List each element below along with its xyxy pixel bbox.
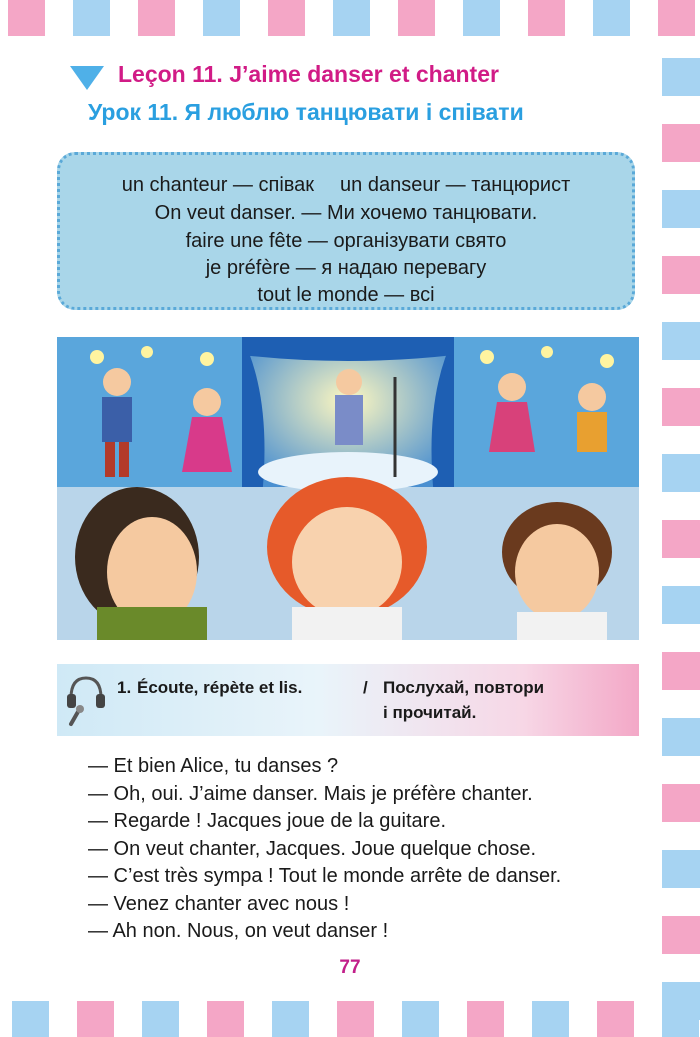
border-square — [662, 850, 700, 888]
border-square — [272, 1001, 309, 1037]
border-square — [138, 0, 175, 36]
vocab-je-prefere: je préfère — я надаю перевагу — [205, 257, 487, 279]
dancing-children-illustration — [57, 337, 639, 640]
border-square — [662, 190, 700, 228]
border-square — [662, 388, 700, 426]
border-square — [662, 124, 700, 162]
vocab-tout-le-monde: tout le monde — всі — [257, 284, 435, 306]
border-square — [662, 454, 700, 492]
dialogue-line: — C’est très sympa ! Tout le monde arrête de danser. — [88, 865, 562, 887]
border-square — [528, 0, 565, 36]
exercise-instruction-ukrainian-2: і прочитай. — [383, 703, 477, 722]
border-square — [658, 0, 695, 36]
border-square — [662, 784, 700, 822]
border-square — [73, 0, 110, 36]
border-square — [662, 916, 700, 954]
border-square — [662, 58, 700, 96]
border-square — [333, 0, 370, 36]
border-square — [662, 322, 700, 360]
border-square — [207, 1001, 244, 1037]
border-square — [203, 0, 240, 36]
exercise-number: 1. — [117, 678, 132, 697]
vocabulary-line — [60, 174, 632, 197]
dialogue-line: — Regarde ! Jacques joue de la guitare. — [88, 810, 446, 832]
lesson-title-french: Leçon 11. J’aime danser et chanter — [118, 61, 499, 87]
vocab-faire-une-fete: faire une fête — організувати свято — [185, 230, 507, 252]
dialogue-line: — Ah non. Nous, on veut danser ! — [88, 920, 389, 942]
border-square — [662, 1001, 699, 1037]
exercise-instruction-ukrainian-1: Послухай, повтори — [383, 678, 545, 697]
border-square — [268, 0, 305, 36]
border-square — [597, 1001, 634, 1037]
vocab-on-veut-danser: On veut danser. — Ми хочемо танцювати. — [154, 202, 538, 224]
vocab-chanteur: un chanteur — співак — [121, 174, 315, 196]
border-square — [662, 718, 700, 756]
vocabulary-box — [57, 152, 635, 310]
lesson-title-ukrainian: Урок 11. Я люблю танцювати і співати — [88, 99, 524, 125]
bottom-border-stripe — [0, 997, 700, 1037]
border-square — [662, 520, 700, 558]
dialogue — [88, 753, 658, 946]
page-number: 77 — [339, 957, 361, 978]
border-square — [8, 0, 45, 36]
dialogue-line: — Et bien Alice, tu danses ? — [88, 755, 339, 777]
border-square — [662, 652, 700, 690]
border-square — [662, 586, 700, 624]
dialogue-line: — Oh, oui. J’aime danser. Mais je préfère chanter. — [88, 782, 533, 805]
exercise-header — [57, 664, 639, 736]
border-square — [593, 0, 630, 36]
border-square — [467, 1001, 504, 1037]
top-border-stripe — [0, 0, 700, 40]
right-border-stripe — [660, 40, 700, 997]
headphones-microphone-icon — [65, 672, 107, 728]
exercise-instruction-french: Écoute, répète et lis. — [137, 678, 303, 697]
border-square — [337, 1001, 374, 1037]
border-square — [662, 256, 700, 294]
border-square — [142, 1001, 179, 1037]
vocab-danseur: un danseur — танцюрист — [340, 174, 571, 196]
exercise-separator: / — [363, 678, 368, 697]
border-square — [402, 1001, 439, 1037]
dialogue-line: — On veut chanter, Jacques. Joue quelque chose. — [88, 837, 537, 860]
border-square — [12, 1001, 49, 1037]
border-square — [77, 1001, 114, 1037]
dialogue-line: — Venez chanter avec nous ! — [88, 892, 350, 915]
border-square — [398, 0, 435, 36]
border-square — [532, 1001, 569, 1037]
border-square — [463, 0, 500, 36]
triangle-down-icon — [70, 66, 104, 90]
